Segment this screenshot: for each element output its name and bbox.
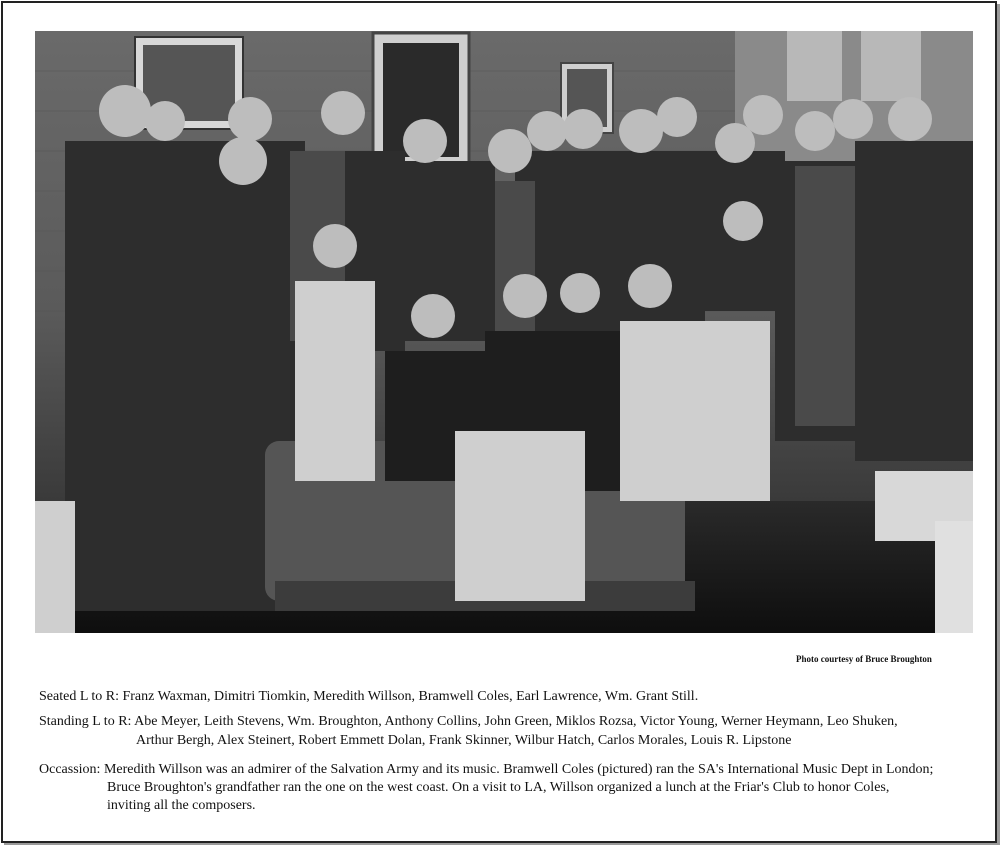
occasion-line3: inviting all the composers. xyxy=(107,798,256,813)
occasion-line2: Bruce Broughton's grandfather ran the one on the west coast. On a visit to LA, Willson organized a lunch at the Friar's Club to honor Coles, xyxy=(107,780,890,795)
standing-names-line1: Abe Meyer, Leith Stevens, Wm. Broughton, Anthony Collins, John Green, Miklos Rozsa, Victor Young, Werner Heymann, Leo Shuken, xyxy=(134,714,898,729)
seated-names: Franz Waxman, Dimitri Tiomkin, Meredith Willson, Bramwell Coles, Earl Lawrence, Wm. Grant Still. xyxy=(122,689,699,704)
caption-seated xyxy=(39,688,698,706)
standing-label: Standing L to R: xyxy=(39,714,132,729)
caption-standing xyxy=(39,713,898,731)
occasion-line1: Meredith Willson was an admirer of the Salvation Army and its music. Bramwell Coles (pictured) ran the SA's International Music Dept in London; xyxy=(103,762,934,777)
document-frame xyxy=(1,1,997,843)
group-photograph xyxy=(35,31,973,633)
photo-illustration xyxy=(35,31,973,633)
occasion-label: Occassion: xyxy=(39,762,101,777)
seated-label: Seated L to R: xyxy=(39,689,119,704)
photo-credit: Photo courtesy of Bruce Broughton xyxy=(796,654,932,664)
standing-names-line2: Arthur Bergh, Alex Steinert, Robert Emmett Dolan, Frank Skinner, Wilbur Hatch, Carlos Morales, Louis R. Lipstone xyxy=(136,733,792,748)
caption-occasion xyxy=(39,761,933,779)
